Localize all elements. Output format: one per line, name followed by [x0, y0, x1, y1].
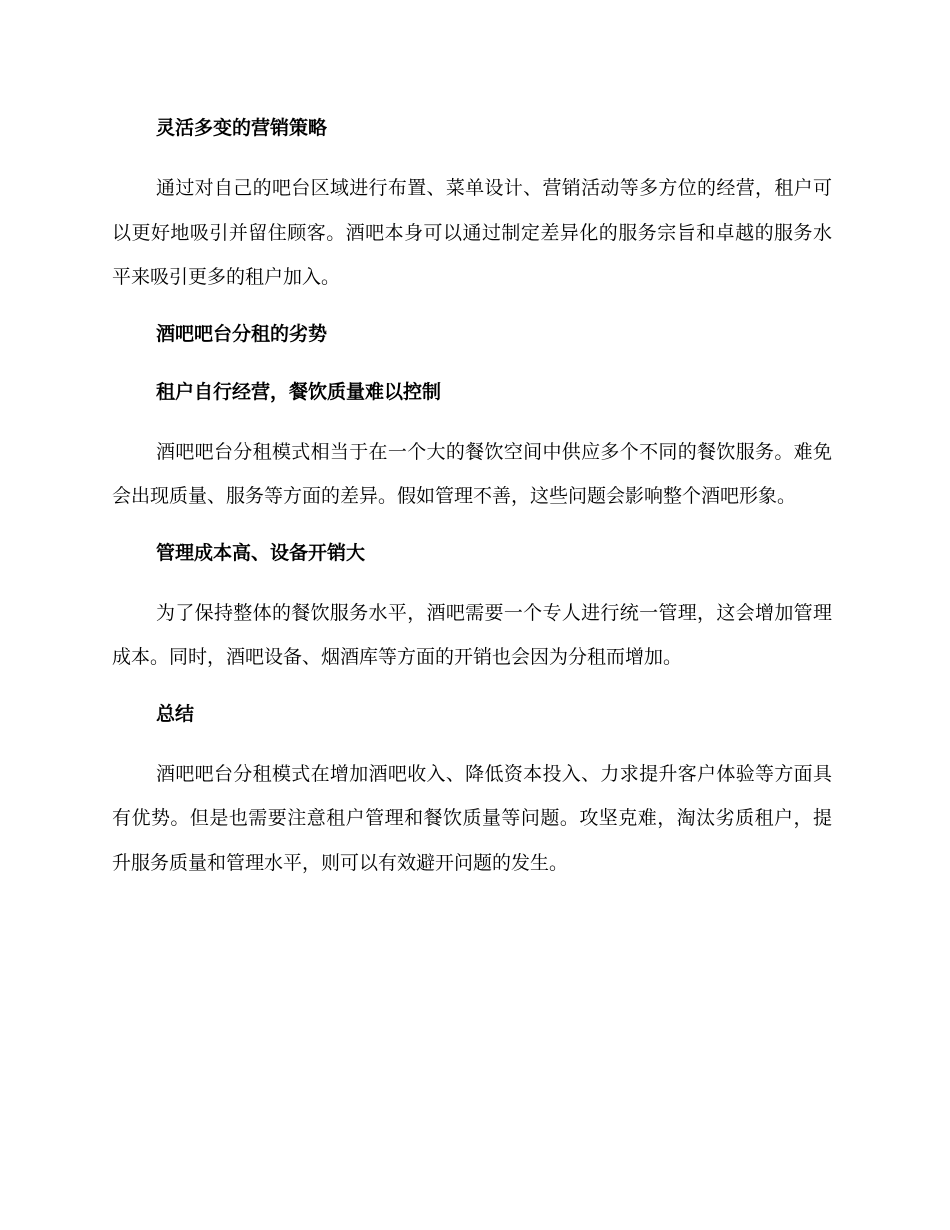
section-heading-marketing-strategy: 灵活多变的营销策略: [156, 117, 328, 139]
section-heading-quality-control: 租户自行经营，餐饮质量难以控制: [156, 380, 442, 403]
section-heading-management-cost: 管理成本高、设备开销大: [156, 541, 366, 564]
section-heading-summary: 总结: [156, 702, 195, 725]
paragraph-quality-control: 酒吧吧台分租模式相当于在一个大的餐饮空间中供应多个不同的餐饮服务。难免会出现质量、服务等方面的差异。假如管理不善，这些问题会影响整个酒吧形象。: [112, 440, 832, 507]
section-heading-disadvantages: 酒吧吧台分租的劣势: [156, 322, 328, 345]
paragraph-summary: 酒吧吧台分租模式在增加酒吧收入、降低资本投入、力求提升客户体验等方面具有优势。但是也需要注意租户管理和餐饮质量等问题。攻坚克难，淘汰劣质租户，提升服务质量和管理水平，则可以有效避开问题的发生。: [112, 762, 832, 874]
paragraph-marketing-strategy: 通过对自己的吧台区域进行布置、菜单设计、营销活动等多方位的经营，租户可以更好地吸引并留住顾客。酒吧本身可以通过制定差异化的服务宗旨和卓越的服务水平来吸引更多的租户加入。: [112, 177, 832, 288]
paragraph-management-cost: 为了保持整体的餐饮服务水平，酒吧需要一个专人进行统一管理，这会增加管理成本。同时，酒吧设备、烟酒库等方面的开销也会因为分租而增加。: [112, 601, 832, 668]
document-page: [112, 112, 832, 885]
